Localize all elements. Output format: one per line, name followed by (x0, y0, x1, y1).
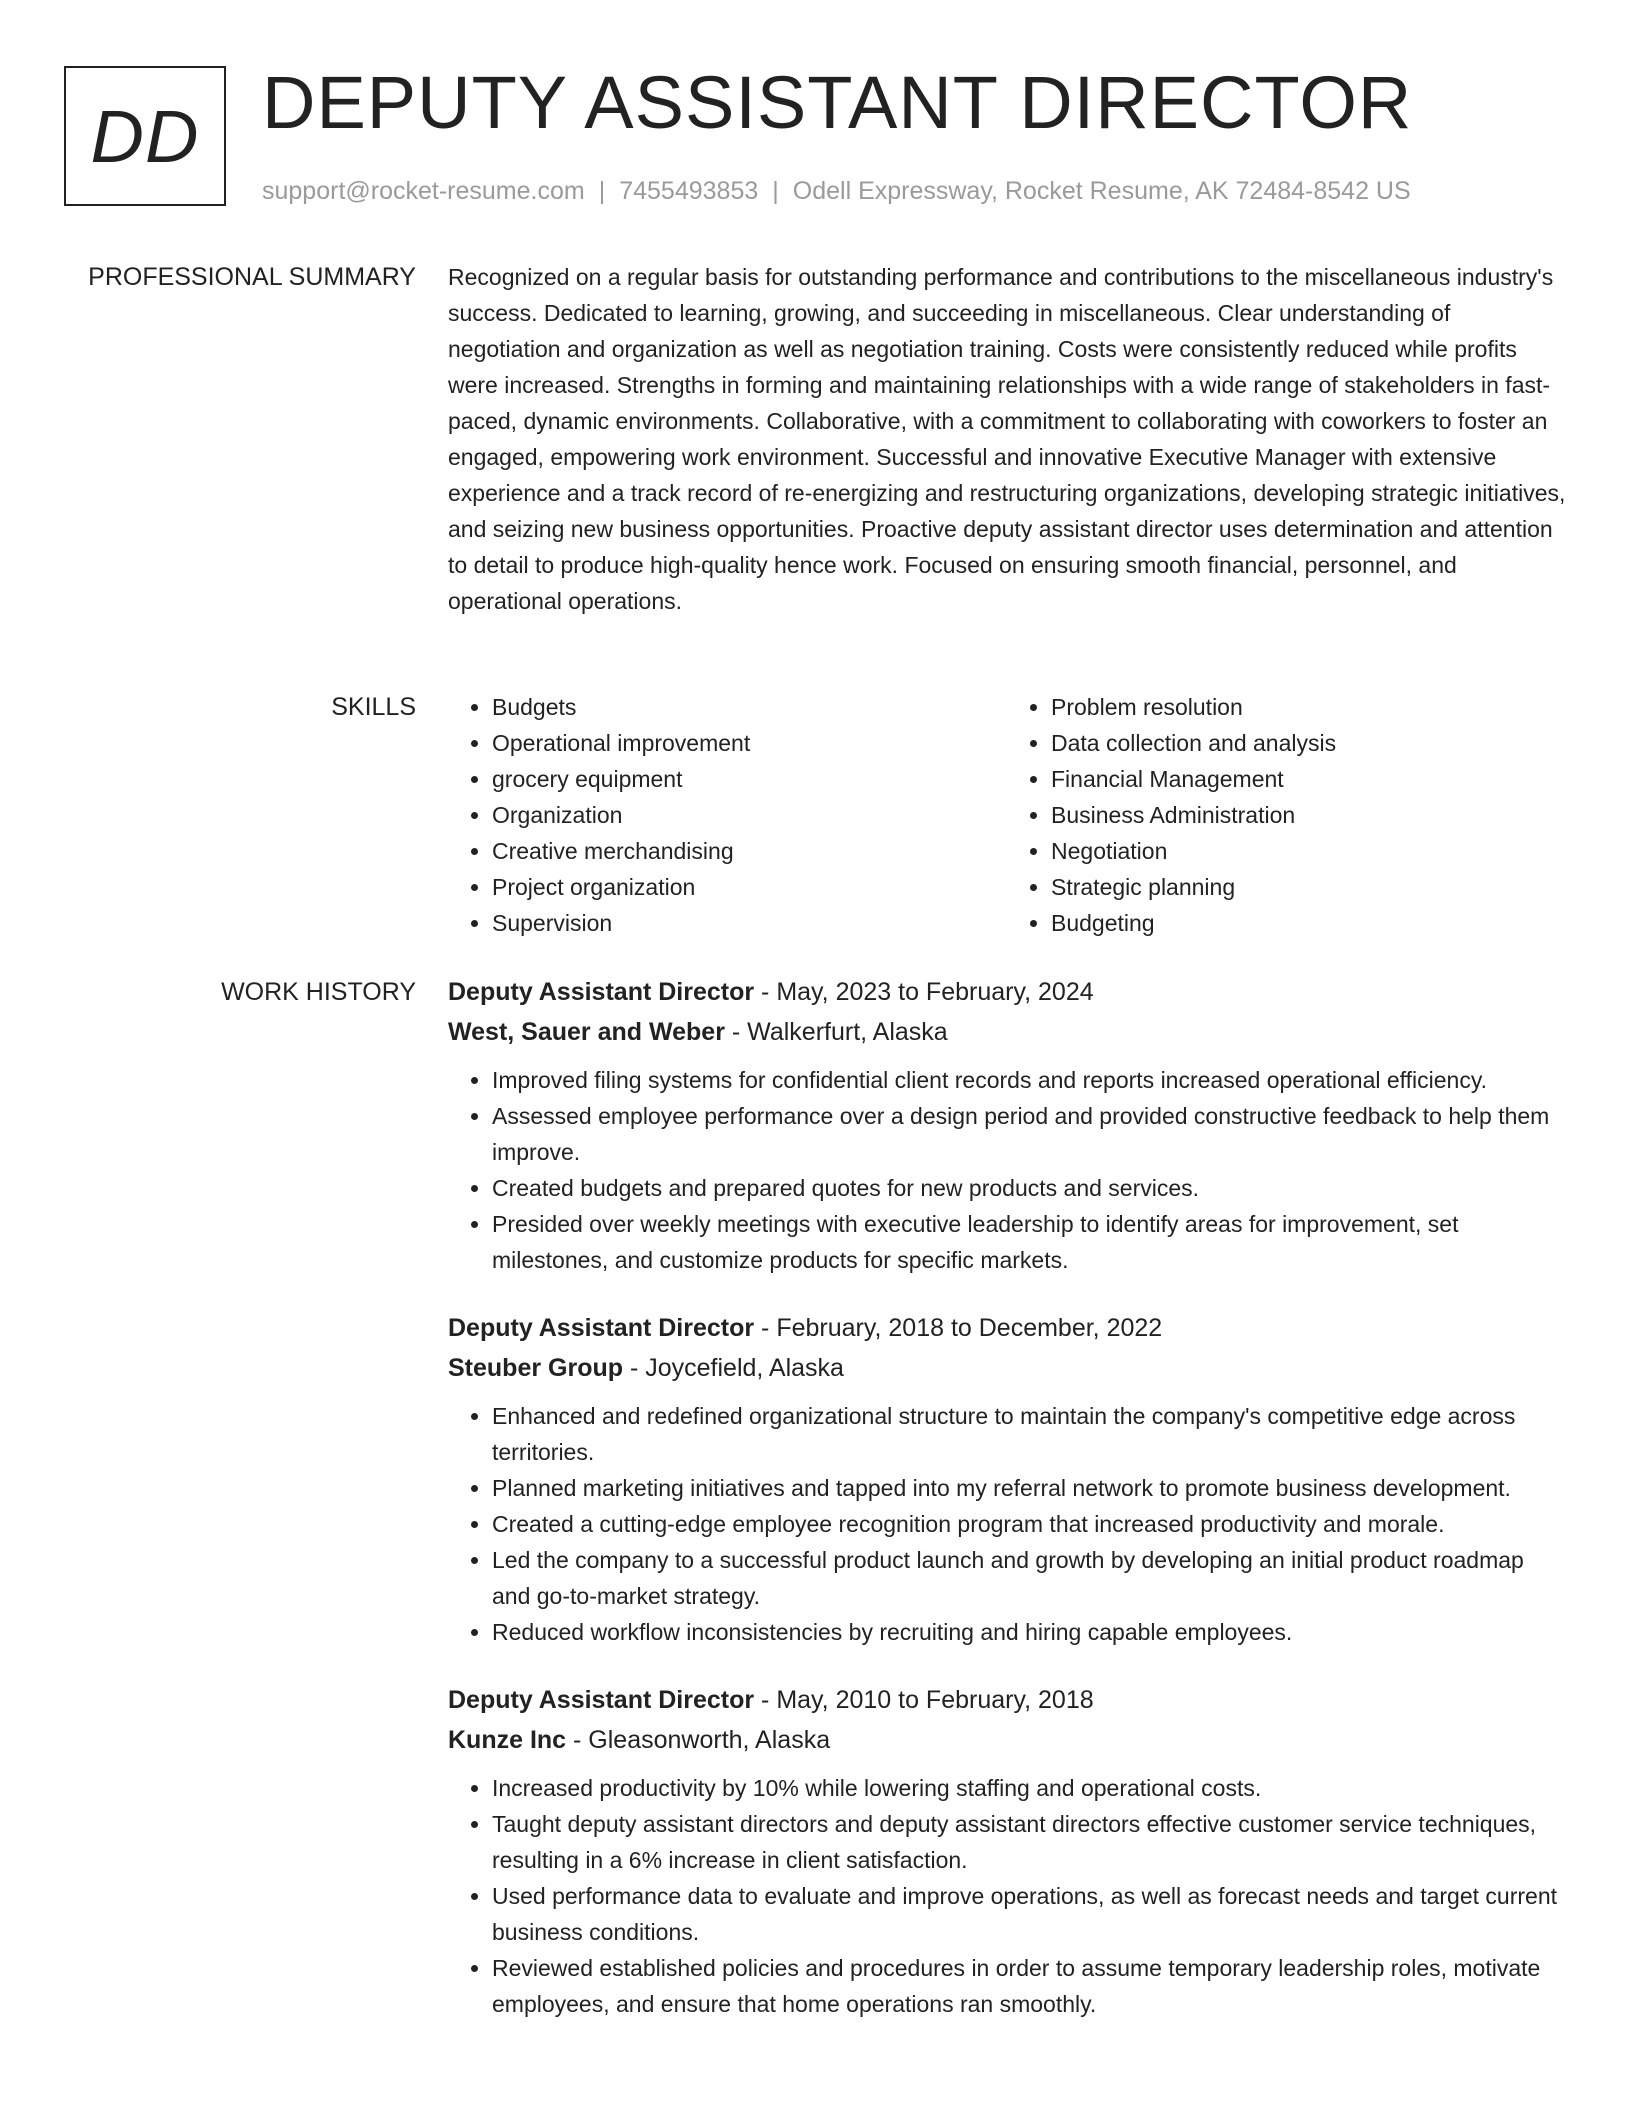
job-bullet-list (448, 1770, 1566, 2022)
job-bullet: • Led the company to a successful product launch and growth by developing an initial product roadmap and go-to-market strategy. (492, 1542, 1566, 1614)
contact-separator: | (598, 177, 606, 205)
skill-item: • Data collection and analysis (1051, 725, 1566, 761)
skills-list-left (448, 689, 1007, 941)
job-company-line: Kunze Inc - Gleasonworth, Alaska (448, 1726, 831, 1754)
skill-item: • Problem resolution (1051, 689, 1566, 725)
skills-list-right (1007, 689, 1566, 941)
skill-item: • grocery equipment (492, 761, 1007, 797)
job-bullet: • Presided over weekly meetings with executive leadership to identify areas for improvement, set milestones, and customize products for specific markets. (492, 1206, 1566, 1278)
job-location: Joycefield, Alaska (645, 1354, 844, 1382)
job-bullet: • Planned marketing initiatives and tapped into my referral network to promote business development. (492, 1470, 1566, 1506)
contact-email: support@rocket-resume.com (262, 177, 585, 205)
job-company: Steuber Group (448, 1354, 624, 1382)
job-bullet: • Taught deputy assistant directors and deputy assistant directors effective customer service techniques, resulting in a 6% increase in client satisfaction. (492, 1806, 1566, 1878)
job-bullet: • Reviewed established policies and procedures in order to assume temporary leadership roles, motivate employees, and ensure that home operations ran smoothly. (492, 1950, 1566, 2022)
job-bullet: • Enhanced and redefined organizational structure to maintain the company's competitive edge across territories. (492, 1398, 1566, 1470)
section-label-skills: SKILLS (331, 693, 416, 721)
skill-item: • Supervision (492, 905, 1007, 941)
job-company-line: West, Sauer and Weber - Walkerfurt, Alaska (448, 1018, 948, 1046)
skill-item: • Strategic planning (1051, 869, 1566, 905)
skill-item: • Business Administration (1051, 797, 1566, 833)
job-entry (448, 1680, 1566, 2022)
job-entry (448, 1308, 1566, 1650)
job-bullet: • Created a cutting-edge employee recognition program that increased productivity and morale. (492, 1506, 1566, 1542)
job-bullet-list (448, 1398, 1566, 1650)
job-title-line: Deputy Assistant Director - February, 2018 to December, 2022 (448, 1314, 1163, 1342)
monogram-logo (64, 66, 226, 206)
job-title: Deputy Assistant Director (448, 1686, 755, 1714)
job-location: Gleasonworth, Alaska (588, 1726, 831, 1754)
skill-item: • Budgeting (1051, 905, 1566, 941)
job-title-line: Deputy Assistant Director - May, 2023 to February, 2024 (448, 978, 1094, 1006)
skill-item: • Organization (492, 797, 1007, 833)
contact-address: Odell Expressway, Rocket Resume, AK 72484-8542 US (792, 177, 1411, 205)
job-company: Kunze Inc (448, 1726, 567, 1754)
summary-text: Recognized on a regular basis for outstanding performance and contributions to the miscellaneous industry's success. Dedicated to learning, growing, and succeeding in miscellaneous. Clear understanding of negotiation and organization as well as negotiation training. Costs were consistently reduced while profits were increased. Strengths in forming and maintaining relationships with a wide range of stakeholders in fast-paced, dynamic environments. Collaborative, with a commitment to collaborating with coworkers to foster an engaged, empowering work environment. Successful and innovative Executive Manager with extensive experience and a track record of re-energizing and restructuring organizations, developing strategic initiatives, and seizing new business opportunities. Proactive deputy assistant director uses determination and attention to detail to produce high-quality hence work. Focused on ensuring smooth financial, personnel, and operational operations. (448, 264, 1566, 614)
contact-line (262, 174, 1411, 208)
contact-phone: 7455493853 (619, 177, 759, 205)
job-bullet: • Created budgets and prepared quotes for new products and services. (492, 1170, 1566, 1206)
contact-separator: | (772, 177, 779, 205)
skill-item: • Creative merchandising (492, 833, 1007, 869)
job-entry (448, 972, 1566, 1278)
job-bullet: • Assessed employee performance over a design period and provided constructive feedback to help them improve. (492, 1098, 1566, 1170)
job-dates: May, 2010 to February, 2018 (776, 1686, 1094, 1714)
skill-item: • Operational improvement (492, 725, 1007, 761)
job-dates: February, 2018 to December, 2022 (776, 1314, 1163, 1342)
section-label-summary: PROFESSIONAL SUMMARY (88, 263, 416, 291)
skill-item: • Negotiation (1051, 833, 1566, 869)
job-bullet: • Improved filing systems for confidential client records and reports increased operational efficiency. (492, 1062, 1566, 1098)
job-bullet: • Reduced workflow inconsistencies by recruiting and hiring capable employees. (492, 1614, 1566, 1650)
job-company: West, Sauer and Weber (448, 1018, 725, 1046)
skills-section (448, 689, 1566, 941)
job-bullet-list (448, 1062, 1566, 1278)
skills-columns (448, 689, 1566, 941)
job-title: Deputy Assistant Director (448, 1314, 755, 1342)
job-location: Walkerfurt, Alaska (747, 1018, 948, 1046)
job-title-line: Deputy Assistant Director - May, 2010 to February, 2018 (448, 1686, 1094, 1714)
job-company-line: Steuber Group - Joycefield, Alaska (448, 1354, 844, 1382)
job-bullet: • Increased productivity by 10% while lowering staffing and operational costs. (492, 1770, 1566, 1806)
candidate-name: DEPUTY ASSISTANT DIRECTOR (262, 61, 1413, 144)
skill-item: • Project organization (492, 869, 1007, 905)
work-history-section (448, 972, 1566, 2052)
monogram-text: DD (90, 94, 200, 178)
skill-item: • Budgets (492, 689, 1007, 725)
job-bullet: • Used performance data to evaluate and improve operations, as well as forecast needs and target current business conditions. (492, 1878, 1566, 1950)
job-title: Deputy Assistant Director (448, 978, 755, 1006)
job-dates: May, 2023 to February, 2024 (776, 978, 1094, 1006)
summary-section (448, 259, 1566, 619)
skill-item: • Financial Management (1051, 761, 1566, 797)
section-label-work-history: WORK HISTORY (221, 978, 416, 1006)
